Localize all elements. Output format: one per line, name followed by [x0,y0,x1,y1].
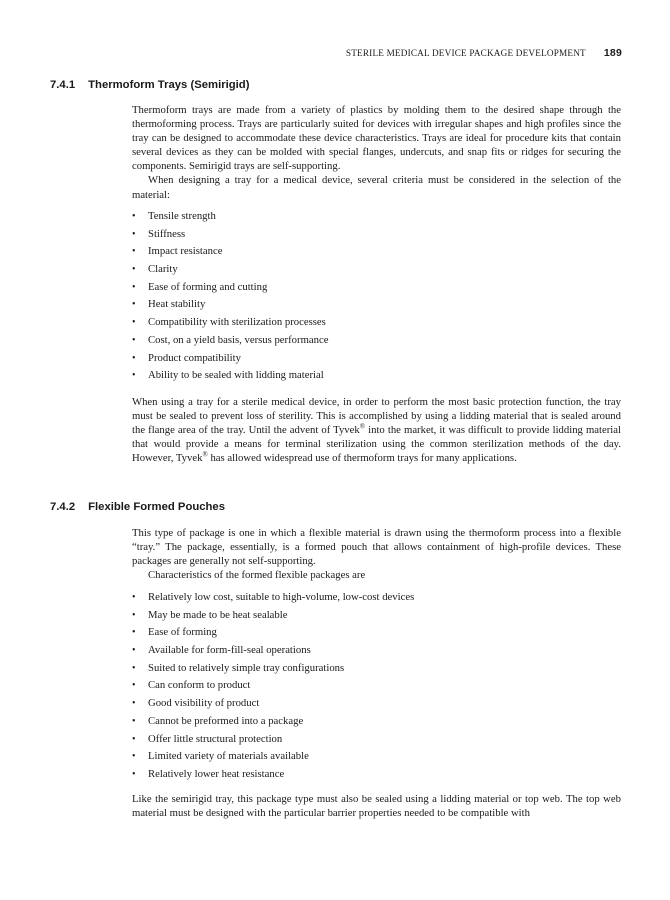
list-item-text: Suited to relatively simple tray configurations [148,661,345,674]
bullet-glyph: • [132,768,136,780]
bullet-glyph: • [132,281,136,293]
bullet-glyph: • [132,352,136,364]
list-item-text: Relatively low cost, suitable to high-volume, low-cost devices [148,591,415,603]
list-item-text: Cost, on a yield basis, versus performance [148,333,329,346]
list-item-text: Good visibility of product [148,697,260,710]
paragraph [132,395,621,465]
bullet-glyph: • [132,627,136,639]
bullet-glyph: • [132,645,136,657]
list-item-text: Ability to be sealed with lidding material [148,369,324,382]
list-item [132,660,621,678]
bullet-glyph: • [132,680,136,692]
list-item-text: Can conform to product [148,679,251,692]
text-run: When using a tray for a sterile medical device, in order to perform the most basic protection function, the tray must be sealed to prevent loss of sterility. This is accomplished by using a lidding material that is sealed around the flange area of the tray. Until the advent of Tyvek [132,396,621,437]
list-item [132,332,621,350]
list-item-text: Available for form-fill-seal operations [148,644,311,657]
bullet-glyph: • [132,733,136,745]
list-item [132,350,621,368]
list-item [132,748,621,766]
bullet-glyph: • [132,592,136,603]
bullet-list-tray-criteria [132,208,621,385]
list-item [132,713,621,731]
paragraph: Thermoform trays are made from a variety of plastics by molding them to the desired shape through the thermoforming process. Trays are particularly suited for devices with irregular shapes and high profiles since the tray can be designed to accommodate these device characteristics. Trays are ideal for procedure kits that contain several devices as they can be molded with special flanges, undercuts, and snap fits or ridges for securing the components. Semirigid trays are self-supporting. [132,104,621,173]
bullet-glyph: • [132,715,136,727]
section-title: Flexible Formed Pouches [88,501,225,513]
list-item-text: Tensile strength [148,210,216,222]
section-number: 7.4.1 [50,79,76,91]
list-item-text: Limited variety of materials available [148,750,309,763]
list-item-text: Ease of forming [148,626,217,639]
section1-intro [132,103,621,202]
bullet-glyph: • [132,751,136,763]
bullet-glyph: • [132,609,136,621]
bullet-glyph: • [132,370,136,382]
bullet-glyph: • [132,228,136,240]
text-run: has allowed widespread use of thermoform trays for many applications. [207,452,517,465]
list-item [132,208,621,226]
page-number: 189 [603,47,622,59]
registered-mark: ® [359,422,366,431]
list-item-text: May be made to be heat sealable [148,608,288,621]
list-item-text: Impact resistance [148,245,223,258]
bullet-glyph: • [132,264,136,276]
list-item-text: Ease of forming and cutting [148,280,268,293]
list-item [132,766,621,784]
section-number: 7.4.2 [50,501,76,513]
paragraph: Like the semirigid tray, this package type must also be sealed using a lidding material or top web. The top web material must be designed with the particular barrier properties needed to be compatible with [132,793,621,820]
list-item [132,243,621,261]
list-item-text: Heat stability [148,298,206,311]
paragraph: Characteristics of the formed flexible packages are [148,569,366,582]
registered-mark: ® [202,450,208,459]
section-heading-7-4-1 [50,79,249,91]
list-item [132,624,621,642]
running-title: STERILE MEDICAL DEVICE PACKAGE DEVELOPMENT [345,48,586,58]
list-item-text: Product compatibility [148,351,241,364]
list-item-text: Cannot be preformed into a package [148,714,304,727]
list-item [132,367,621,385]
section2-intro [132,526,621,582]
list-item [132,731,621,749]
bullet-glyph: • [132,698,136,710]
bullet-glyph: • [132,317,136,329]
list-item [132,261,621,279]
section-heading-7-4-2 [50,501,225,513]
section-title: Thermoform Trays (Semirigid) [88,79,250,91]
list-item-text: Offer little structural protection [148,732,283,745]
list-item [132,607,621,625]
bullet-glyph: • [132,211,136,222]
list-item [132,279,621,297]
list-item [132,296,621,314]
list-item-text: Stiffness [148,227,186,240]
paragraph: When designing a tray for a medical device, several criteria must be considered in the selection of the material: [132,174,621,201]
running-header [346,47,622,59]
list-item [132,695,621,713]
paragraph: This type of package is one in which a flexible material is drawn using the thermoform process into a flexible “tray.” The package, essentially, is a formed pouch that allows containment of high-profile devices. These packages are generally not self-supporting. [132,527,621,568]
list-item-text: Clarity [148,263,178,276]
list-item [132,677,621,695]
bullet-glyph: • [132,299,136,311]
list-item [132,226,621,244]
list-item [132,589,621,607]
list-item [132,642,621,660]
bullet-glyph: • [132,246,136,258]
bullet-glyph: • [132,334,136,346]
list-item-text: Relatively lower heat resistance [148,767,285,780]
section1-closing [132,395,621,465]
list-item [132,314,621,332]
text-run: into the market, it was difficult to provide lidding material that would provide a means for terminal sterilization using the common sterilization methods of the day. However, Tyvek [132,424,621,465]
bullet-list-pouch-characteristics [132,589,621,784]
section2-closing [132,792,621,820]
bullet-glyph: • [132,662,136,674]
list-item-text: Compatibility with sterilization processes [148,316,326,329]
